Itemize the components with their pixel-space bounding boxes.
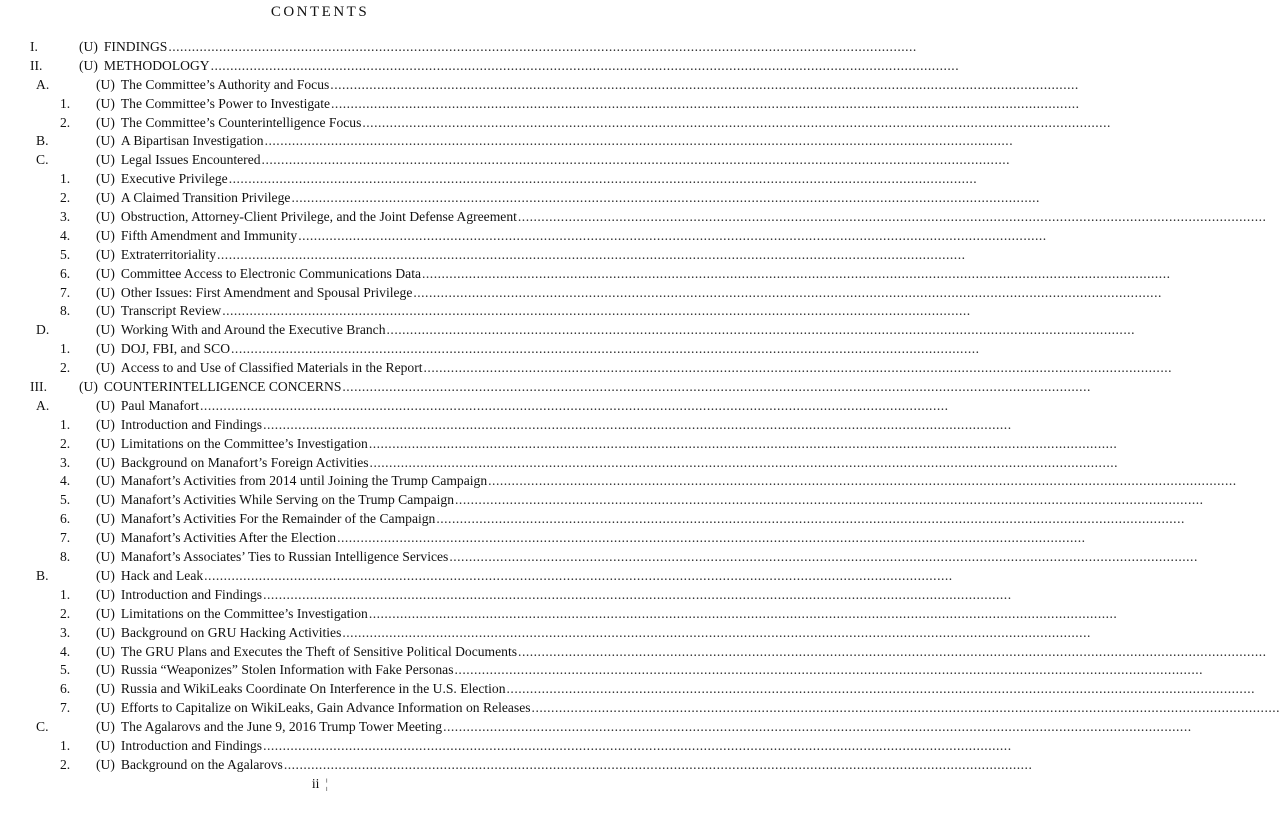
toc-entry-title: Introduction and Findings <box>120 737 263 753</box>
toc-entry-title: Other Issues: First Amendment and Spousal Privilege <box>120 284 413 300</box>
toc-entry <box>0 510 1185 529</box>
toc-entry-title: Access to and Use of Classified Materials in the Report <box>120 360 423 376</box>
toc-entry-number: 1. <box>60 737 71 753</box>
dot-leader: ................................................................................................................................................................................................ <box>263 737 1012 753</box>
toc-entry <box>0 38 917 57</box>
toc-entry-title: Committee Access to Electronic Communications Data <box>120 265 421 281</box>
classification-marking: (U) <box>96 492 115 508</box>
toc-entry-title: Obstruction, Attorney-Client Privilege, and the Joint Defense Agreement <box>120 209 517 225</box>
toc-entry-title: Limitations on the Committee’s Investigation <box>120 435 368 451</box>
toc-entry <box>0 454 1119 473</box>
toc-entry <box>0 548 1198 567</box>
classification-marking: (U) <box>79 57 98 73</box>
toc-entry <box>0 246 966 265</box>
toc-entry <box>0 435 1118 454</box>
classification-marking: (U) <box>96 322 115 338</box>
toc-entry <box>0 151 1011 170</box>
toc-entry-number: B. <box>36 133 49 149</box>
toc-entry-number: B. <box>36 567 49 583</box>
classification-marking: (U) <box>96 284 115 300</box>
classification-marking: (U) <box>96 435 115 451</box>
dot-leader: ................................................................................................................................................................................................ <box>413 284 1162 300</box>
toc-entry-title: The Agalarovs and the June 9, 2016 Trump Tower Meeting <box>120 719 443 735</box>
classification-marking: (U) <box>96 171 115 187</box>
dot-leader: ................................................................................................................................................................................................ <box>368 435 1118 451</box>
dot-leader: ................................................................................................................................................................................................ <box>200 397 949 413</box>
toc-entry <box>0 699 1280 718</box>
toc-entry-number: 7. <box>60 530 71 546</box>
classification-marking: (U) <box>96 190 115 206</box>
page-number: ii <box>311 776 320 791</box>
toc-entry-title: Introduction and Findings <box>120 586 263 602</box>
dot-leader: ................................................................................................................................................................................................ <box>369 454 1119 470</box>
classification-marking: (U) <box>96 530 115 546</box>
toc-entry-number: II. <box>30 57 43 73</box>
toc-entry-title: Manafort’s Associates’ Ties to Russian Intelligence Services <box>120 549 449 565</box>
classification-marking: (U) <box>96 227 115 243</box>
table-of-contents <box>0 38 1280 775</box>
toc-entry-number: 1. <box>60 95 71 111</box>
toc-entry-number: C. <box>36 719 49 735</box>
toc-entry-title: Background on the Agalarovs <box>120 756 283 772</box>
dot-leader: ................................................................................................................................................................................................ <box>283 756 1033 772</box>
toc-entry <box>0 170 978 189</box>
toc-entry-title: COUNTERINTELLIGENCE CONCERNS <box>103 379 342 395</box>
dot-leader: ................................................................................................................................................................................................ <box>210 57 960 73</box>
classification-marking: (U) <box>96 586 115 602</box>
toc-entry <box>0 643 1267 662</box>
toc-entry-number: 2. <box>60 360 71 376</box>
dot-leader: ................................................................................................................................................................................................ <box>263 586 1012 602</box>
toc-entry <box>0 472 1237 491</box>
dot-leader: ................................................................................................................................................................................................ <box>362 114 1111 130</box>
classification-marking: (U) <box>96 473 115 489</box>
toc-entry-title: The Committee’s Counterintelligence Focus <box>120 114 362 130</box>
toc-entry-number: III. <box>30 379 47 395</box>
dot-leader: ................................................................................................................................................................................................ <box>168 39 917 54</box>
page-title: CONTENTS <box>270 4 370 20</box>
toc-entry <box>0 227 1047 246</box>
toc-entry-title: Legal Issues Encountered <box>120 152 261 168</box>
toc-entry-number: 1. <box>60 416 71 432</box>
toc-entry-number: 3. <box>60 624 71 640</box>
classification-marking: (U) <box>79 39 98 54</box>
toc-entry-title: The GRU Plans and Executes the Theft of Sensitive Political Documents <box>120 643 518 659</box>
classification-marking: (U) <box>96 95 115 111</box>
toc-entry <box>0 567 953 586</box>
toc-entry <box>0 605 1118 624</box>
toc-entry <box>0 661 1204 680</box>
dot-leader: ................................................................................................................................................................................................ <box>449 549 1198 565</box>
classification-marking: (U) <box>96 454 115 470</box>
classification-marking: (U) <box>96 209 115 225</box>
toc-entry-title: Russia and WikiLeaks Coordinate On Interference in the U.S. Election <box>120 681 506 697</box>
classification-marking: (U) <box>96 341 115 357</box>
toc-entry <box>0 321 1136 340</box>
toc-entry <box>0 491 1204 510</box>
toc-entry <box>0 340 980 359</box>
dot-leader: ................................................................................................................................................................................................ <box>204 567 953 583</box>
toc-entry-title: The Committee’s Authority and Focus <box>120 76 330 92</box>
toc-entry-title: Manafort’s Activities from 2014 until Joining the Trump Campaign <box>120 473 488 489</box>
classification-marking: (U) <box>96 567 115 583</box>
classification-marking: (U) <box>96 719 115 735</box>
toc-entry <box>0 265 1171 284</box>
toc-entry <box>0 95 1080 114</box>
toc-entry-number: 4. <box>60 643 71 659</box>
toc-entry-title: A Claimed Transition Privilege <box>120 190 291 206</box>
toc-entry-title: DOJ, FBI, and SCO <box>120 341 231 357</box>
toc-entry-number: 6. <box>60 511 71 527</box>
dot-leader: ................................................................................................................................................................................................ <box>455 492 1204 508</box>
dot-leader: ................................................................................................................................................................................................ <box>298 227 1047 243</box>
toc-entry-number: 5. <box>60 662 71 678</box>
toc-entry <box>0 586 1012 605</box>
toc-entry-number: 7. <box>60 284 71 300</box>
classification-marking: (U) <box>96 246 115 262</box>
toc-entry-number: 2. <box>60 756 71 772</box>
classification-marking: (U) <box>96 662 115 678</box>
dot-leader: ................................................................................................................................................................................................ <box>330 76 1079 92</box>
toc-entry-title: Introduction and Findings <box>120 416 263 432</box>
toc-entry-title: Transcript Review <box>120 303 222 319</box>
toc-entry-title: Paul Manafort <box>120 397 200 413</box>
dot-leader: ................................................................................................................................................................................................ <box>436 511 1185 527</box>
dot-leader: ................................................................................................................................................................................................ <box>337 530 1086 546</box>
classification-marking: (U) <box>96 360 115 376</box>
toc-entry <box>0 76 1079 95</box>
toc-entry-title: Limitations on the Committee’s Investigation <box>120 605 368 621</box>
classification-marking: (U) <box>79 379 98 395</box>
toc-entry <box>0 624 1091 643</box>
dot-leader: ................................................................................................................................................................................................ <box>342 379 1091 395</box>
classification-marking: (U) <box>96 643 115 659</box>
classification-marking: (U) <box>96 681 115 697</box>
toc-entry <box>0 114 1111 133</box>
classification-marking: (U) <box>96 605 115 621</box>
dot-leader: ................................................................................................................................................................................................ <box>422 265 1171 281</box>
toc-entry-number: C. <box>36 152 49 168</box>
toc-entry-title: FINDINGS <box>103 39 168 54</box>
toc-entry-number: 7. <box>60 700 71 716</box>
classification-marking: (U) <box>96 700 115 716</box>
dot-leader: ................................................................................................................................................................................................ <box>518 643 1267 659</box>
dot-leader: ................................................................................................................................................................................................ <box>423 360 1173 376</box>
dot-leader: ................................................................................................................................................................................................ <box>454 662 1204 678</box>
toc-entry-number: A. <box>36 76 50 92</box>
classification-marking: (U) <box>96 511 115 527</box>
toc-entry-title: Manafort’s Activities For the Remainder of the Campaign <box>120 511 436 527</box>
classification-marking: (U) <box>96 133 115 149</box>
dot-leader: ................................................................................................................................................................................................ <box>261 152 1011 168</box>
toc-entry-number: D. <box>36 322 50 338</box>
toc-entry-title: Working With and Around the Executive Branch <box>120 322 386 338</box>
classification-marking: (U) <box>96 76 115 92</box>
page-separator-mark: ¦ <box>325 776 329 791</box>
toc-entry <box>0 302 971 321</box>
toc-entry-number: 3. <box>60 454 71 470</box>
toc-entry <box>0 378 1091 397</box>
classification-marking: (U) <box>96 416 115 432</box>
toc-entry <box>0 189 1040 208</box>
toc-entry <box>0 397 949 416</box>
toc-entry-number: 4. <box>60 473 71 489</box>
toc-entry-number: 8. <box>60 549 71 565</box>
dot-leader: ................................................................................................................................................................................................ <box>291 190 1040 206</box>
toc-entry-title: Manafort’s Activities After the Election <box>120 530 337 546</box>
classification-marking: (U) <box>96 303 115 319</box>
toc-entry-number: 1. <box>60 586 71 602</box>
toc-entry <box>0 132 1014 151</box>
dot-leader: ................................................................................................................................................................................................ <box>217 246 966 262</box>
toc-entry <box>0 208 1267 227</box>
dot-leader: ................................................................................................................................................................................................ <box>506 681 1256 697</box>
toc-entry <box>0 359 1173 378</box>
dot-leader: ................................................................................................................................................................................................ <box>228 171 978 187</box>
classification-marking: (U) <box>96 114 115 130</box>
toc-entry <box>0 680 1256 699</box>
toc-entry-number: 6. <box>60 265 71 281</box>
toc-entry-title: A Bipartisan Investigation <box>120 133 264 149</box>
dot-leader: ................................................................................................................................................................................................ <box>386 322 1136 338</box>
toc-entry-number: 8. <box>60 303 71 319</box>
toc-entry <box>0 529 1086 548</box>
classification-marking: (U) <box>96 152 115 168</box>
classification-marking: (U) <box>96 624 115 640</box>
toc-entry-title: Hack and Leak <box>120 567 204 583</box>
toc-entry-number: I. <box>30 39 38 54</box>
toc-entry-number: A. <box>36 397 50 413</box>
classification-marking: (U) <box>96 549 115 565</box>
toc-entry-title: Background on GRU Hacking Activities <box>120 624 342 640</box>
toc-entry-number: 2. <box>60 190 71 206</box>
toc-entry-number: 6. <box>60 681 71 697</box>
classification-marking: (U) <box>96 265 115 281</box>
toc-entry-number: 4. <box>60 227 71 243</box>
classification-marking: (U) <box>96 737 115 753</box>
toc-entry-title: Background on Manafort’s Foreign Activities <box>120 454 369 470</box>
toc-entry-number: 1. <box>60 341 71 357</box>
toc-entry <box>0 57 960 76</box>
dot-leader: ................................................................................................................................................................................................ <box>331 95 1080 111</box>
toc-entry-number: 1. <box>60 171 71 187</box>
toc-entry-number: 5. <box>60 492 71 508</box>
toc-entry <box>0 756 1033 775</box>
toc-entry-number: 5. <box>60 246 71 262</box>
dot-leader: ................................................................................................................................................................................................ <box>517 209 1267 225</box>
toc-entry-title: Extraterritoriality <box>120 246 216 262</box>
toc-entry <box>0 737 1012 756</box>
toc-entry <box>0 718 1192 737</box>
dot-leader: ................................................................................................................................................................................................ <box>531 700 1280 716</box>
dot-leader: ................................................................................................................................................................................................ <box>488 473 1237 489</box>
dot-leader: ................................................................................................................................................................................................ <box>264 133 1014 149</box>
toc-entry <box>0 284 1162 303</box>
toc-entry-title: Executive Privilege <box>120 171 228 187</box>
toc-entry <box>0 416 1012 435</box>
dot-leader: ................................................................................................................................................................................................ <box>222 303 971 319</box>
page-footer <box>0 776 640 792</box>
toc-entry-title: Manafort’s Activities While Serving on the Trump Campaign <box>120 492 455 508</box>
toc-entry-number: 2. <box>60 605 71 621</box>
classification-marking: (U) <box>96 756 115 772</box>
dot-leader: ................................................................................................................................................................................................ <box>368 605 1118 621</box>
toc-entry-title: METHODOLOGY <box>103 57 210 73</box>
dot-leader: ................................................................................................................................................................................................ <box>231 341 980 357</box>
toc-entry-title: Fifth Amendment and Immunity <box>120 227 298 243</box>
toc-entry-title: Russia “Weaponizes” Stolen Information with Fake Personas <box>120 662 454 678</box>
toc-entry-title: Efforts to Capitalize on WikiLeaks, Gain Advance Information on Releases <box>120 700 531 716</box>
classification-marking: (U) <box>96 397 115 413</box>
dot-leader: ................................................................................................................................................................................................ <box>443 719 1192 735</box>
dot-leader: ................................................................................................................................................................................................ <box>263 416 1012 432</box>
toc-entry-number: 3. <box>60 209 71 225</box>
toc-entry-number: 2. <box>60 435 71 451</box>
toc-entry-title: The Committee’s Power to Investigate <box>120 95 331 111</box>
dot-leader: ................................................................................................................................................................................................ <box>342 624 1091 640</box>
toc-entry-number: 2. <box>60 114 71 130</box>
